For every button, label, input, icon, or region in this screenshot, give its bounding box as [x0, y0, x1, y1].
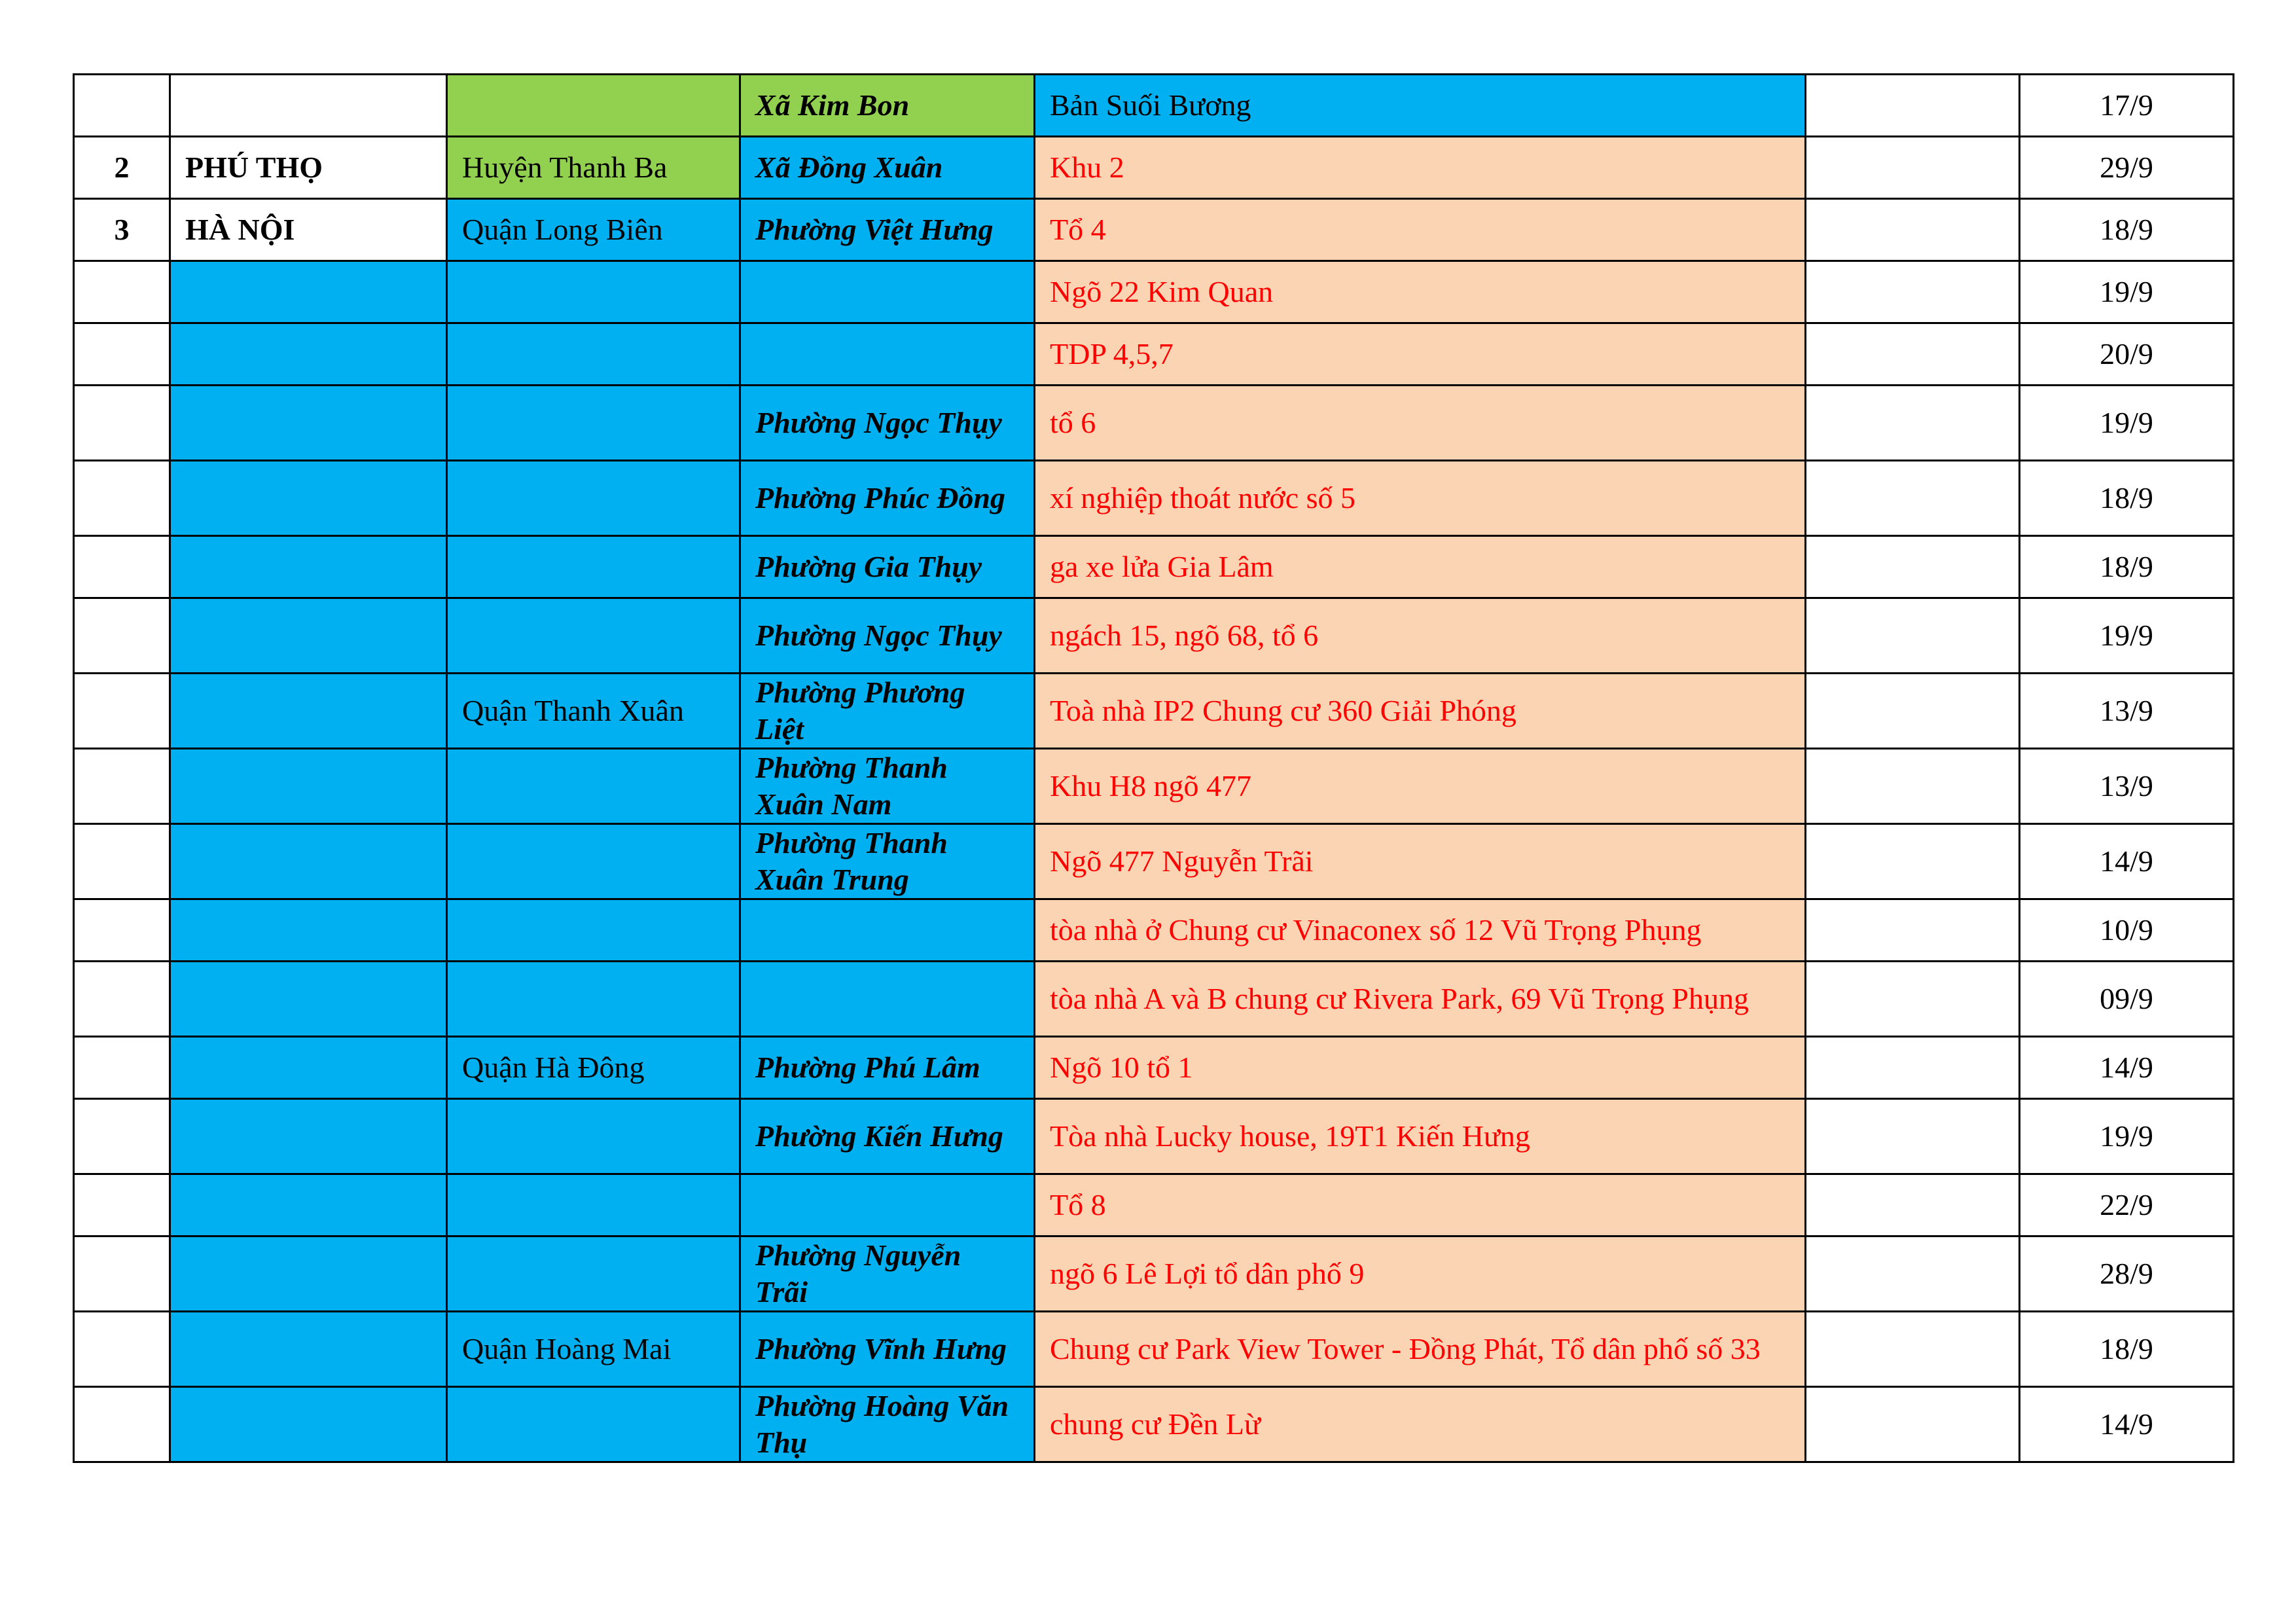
blank-cell	[1806, 1236, 2020, 1312]
blank-cell	[1806, 461, 2020, 536]
blank-cell	[1806, 323, 2020, 386]
date-cell: 28/9	[2020, 1236, 2234, 1312]
location-cell: ngõ 6 Lê Lợi tổ dân phố 9	[1035, 1236, 1806, 1312]
table-row	[74, 461, 2234, 536]
district-cell	[447, 1174, 740, 1236]
province-cell	[170, 674, 447, 749]
ward-cell: Phường Ngọc Thụy	[740, 598, 1035, 674]
district-cell	[447, 824, 740, 899]
row-number-cell: 2	[74, 137, 170, 199]
date-cell: 13/9	[2020, 674, 2234, 749]
date-cell: 10/9	[2020, 899, 2234, 962]
district-cell	[447, 261, 740, 323]
row-number-cell	[74, 461, 170, 536]
table-row	[74, 386, 2234, 461]
province-cell	[170, 536, 447, 598]
blank-cell	[1806, 1174, 2020, 1236]
table-row	[74, 261, 2234, 323]
date-cell: 14/9	[2020, 1387, 2234, 1462]
row-number-cell	[74, 598, 170, 674]
district-cell	[447, 1387, 740, 1462]
row-number-cell	[74, 386, 170, 461]
ward-cell: Phường Ngọc Thụy	[740, 386, 1035, 461]
ward-cell: Phường Kiến Hưng	[740, 1099, 1035, 1174]
table-row	[74, 1099, 2234, 1174]
row-number-cell: 3	[74, 199, 170, 261]
date-cell: 18/9	[2020, 461, 2234, 536]
date-cell: 18/9	[2020, 199, 2234, 261]
province-cell	[170, 1387, 447, 1462]
district-cell	[447, 749, 740, 824]
ward-cell: Phường Thanh Xuân Nam	[740, 749, 1035, 824]
row-number-cell	[74, 824, 170, 899]
row-number-cell	[74, 536, 170, 598]
date-cell: 17/9	[2020, 75, 2234, 137]
table-row	[74, 749, 2234, 824]
province-cell	[170, 1174, 447, 1236]
location-cell: tổ 6	[1035, 386, 1806, 461]
date-cell: 19/9	[2020, 386, 2234, 461]
location-cell: Khu 2	[1035, 137, 1806, 199]
blank-cell	[1806, 199, 2020, 261]
date-cell: 22/9	[2020, 1174, 2234, 1236]
row-number-cell	[74, 1174, 170, 1236]
table-row	[74, 899, 2234, 962]
blank-cell	[1806, 1037, 2020, 1099]
province-cell	[170, 1312, 447, 1387]
row-number-cell	[74, 749, 170, 824]
location-cell: Toà nhà IP2 Chung cư 360 Giải Phóng	[1035, 674, 1806, 749]
district-cell	[447, 461, 740, 536]
ward-cell	[740, 962, 1035, 1037]
province-cell	[170, 461, 447, 536]
ward-cell: Phường Phúc Đồng	[740, 461, 1035, 536]
province-cell	[170, 323, 447, 386]
district-cell	[447, 899, 740, 962]
province-cell	[170, 1037, 447, 1099]
district-cell: Quận Hoàng Mai	[447, 1312, 740, 1387]
blank-cell	[1806, 1099, 2020, 1174]
location-cell: Ngõ 22 Kim Quan	[1035, 261, 1806, 323]
province-cell: PHÚ THỌ	[170, 137, 447, 199]
table-row	[74, 824, 2234, 899]
location-cell: xí nghiệp thoát nước số 5	[1035, 461, 1806, 536]
location-cell: Khu H8 ngõ 477	[1035, 749, 1806, 824]
blank-cell	[1806, 962, 2020, 1037]
province-cell	[170, 1099, 447, 1174]
blank-cell	[1806, 598, 2020, 674]
blank-cell	[1806, 536, 2020, 598]
district-cell: Huyện Thanh Ba	[447, 137, 740, 199]
blank-cell	[1806, 824, 2020, 899]
district-cell	[447, 323, 740, 386]
district-cell: Quận Hà Đông	[447, 1037, 740, 1099]
date-cell: 19/9	[2020, 598, 2234, 674]
ward-cell	[740, 261, 1035, 323]
table-row	[74, 598, 2234, 674]
blank-cell	[1806, 75, 2020, 137]
table-row	[74, 536, 2234, 598]
province-cell	[170, 261, 447, 323]
ward-cell	[740, 899, 1035, 962]
date-cell: 18/9	[2020, 536, 2234, 598]
row-number-cell	[74, 1037, 170, 1099]
date-cell: 19/9	[2020, 261, 2234, 323]
ward-cell: Phường Phú Lâm	[740, 1037, 1035, 1099]
location-cell: Chung cư Park View Tower - Đồng Phát, Tổ dân phố số 33	[1035, 1312, 1806, 1387]
location-cell: Ngõ 477 Nguyễn Trãi	[1035, 824, 1806, 899]
ward-cell	[740, 323, 1035, 386]
row-number-cell	[74, 1312, 170, 1387]
date-cell: 29/9	[2020, 137, 2234, 199]
ward-cell: Xã Đồng Xuân	[740, 137, 1035, 199]
location-cell: Tổ 8	[1035, 1174, 1806, 1236]
location-cell: TDP 4,5,7	[1035, 323, 1806, 386]
blank-cell	[1806, 674, 2020, 749]
table-row	[74, 1312, 2234, 1387]
table-row	[74, 1174, 2234, 1236]
ward-cell: Phường Gia Thụy	[740, 536, 1035, 598]
table-row	[74, 199, 2234, 261]
row-number-cell	[74, 674, 170, 749]
table-row	[74, 1236, 2234, 1312]
location-cell: chung cư Đền Lừ	[1035, 1387, 1806, 1462]
province-cell	[170, 899, 447, 962]
province-cell	[170, 962, 447, 1037]
district-cell	[447, 598, 740, 674]
blank-cell	[1806, 899, 2020, 962]
blank-cell	[1806, 749, 2020, 824]
date-cell: 13/9	[2020, 749, 2234, 824]
row-number-cell	[74, 899, 170, 962]
district-cell: Quận Thanh Xuân	[447, 674, 740, 749]
blank-cell	[1806, 1387, 2020, 1462]
location-cell: ngách 15, ngõ 68, tổ 6	[1035, 598, 1806, 674]
ward-cell: Phường Nguyễn Trãi	[740, 1236, 1035, 1312]
province-cell	[170, 1236, 447, 1312]
district-cell	[447, 386, 740, 461]
ward-cell: Phường Phương Liệt	[740, 674, 1035, 749]
location-cell: Tòa nhà Lucky house, 19T1 Kiến Hưng	[1035, 1099, 1806, 1174]
ward-cell: Phường Việt Hưng	[740, 199, 1035, 261]
ward-cell	[740, 1174, 1035, 1236]
table-row	[74, 137, 2234, 199]
location-cell: ga xe lửa Gia Lâm	[1035, 536, 1806, 598]
location-cell: tòa nhà ở Chung cư Vinaconex số 12 Vũ Trọng Phụng	[1035, 899, 1806, 962]
table-row	[74, 962, 2234, 1037]
date-cell: 09/9	[2020, 962, 2234, 1037]
ward-cell: Phường Vĩnh Hưng	[740, 1312, 1035, 1387]
blank-cell	[1806, 261, 2020, 323]
province-cell	[170, 749, 447, 824]
date-cell: 18/9	[2020, 1312, 2234, 1387]
date-cell: 20/9	[2020, 323, 2234, 386]
outbreak-location-table	[73, 73, 2234, 1463]
row-number-cell	[74, 962, 170, 1037]
row-number-cell	[74, 1387, 170, 1462]
district-cell	[447, 1099, 740, 1174]
location-cell: tòa nhà A và B chung cư Rivera Park, 69 Vũ Trọng Phụng	[1035, 962, 1806, 1037]
province-cell	[170, 75, 447, 137]
province-cell	[170, 824, 447, 899]
table-row	[74, 323, 2234, 386]
table-row	[74, 1387, 2234, 1462]
district-cell	[447, 75, 740, 137]
table-row	[74, 75, 2234, 137]
province-cell: HÀ NỘI	[170, 199, 447, 261]
row-number-cell	[74, 1236, 170, 1312]
district-cell	[447, 962, 740, 1037]
date-cell: 19/9	[2020, 1099, 2234, 1174]
date-cell: 14/9	[2020, 824, 2234, 899]
province-cell	[170, 386, 447, 461]
blank-cell	[1806, 386, 2020, 461]
table-row	[74, 1037, 2234, 1099]
table-row	[74, 674, 2234, 749]
row-number-cell	[74, 261, 170, 323]
district-cell	[447, 536, 740, 598]
blank-cell	[1806, 1312, 2020, 1387]
location-cell: Ngõ 10 tổ 1	[1035, 1037, 1806, 1099]
location-cell: Tổ 4	[1035, 199, 1806, 261]
province-cell	[170, 598, 447, 674]
ward-cell: Xã Kim Bon	[740, 75, 1035, 137]
row-number-cell	[74, 75, 170, 137]
row-number-cell	[74, 1099, 170, 1174]
blank-cell	[1806, 137, 2020, 199]
ward-cell: Phường Thanh Xuân Trung	[740, 824, 1035, 899]
location-cell: Bản Suối Bương	[1035, 75, 1806, 137]
date-cell: 14/9	[2020, 1037, 2234, 1099]
ward-cell: Phường Hoàng Văn Thụ	[740, 1387, 1035, 1462]
row-number-cell	[74, 323, 170, 386]
district-cell: Quận Long Biên	[447, 199, 740, 261]
district-cell	[447, 1236, 740, 1312]
